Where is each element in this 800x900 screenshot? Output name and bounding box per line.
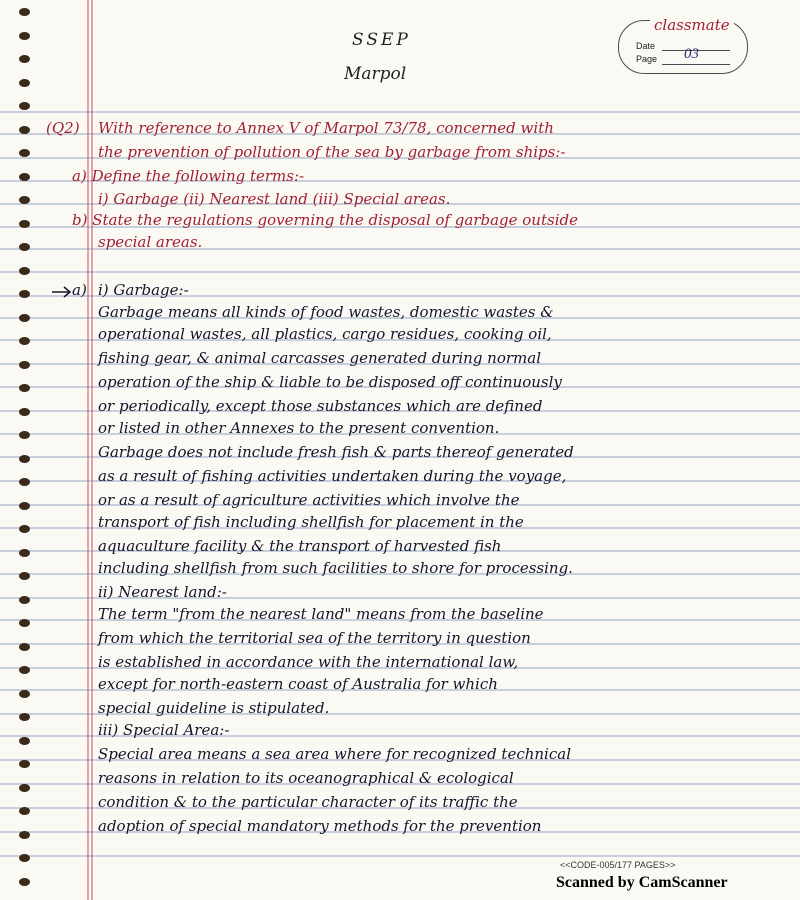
answer-line: special guideline is stipulated. bbox=[98, 699, 330, 717]
answer-line: i) Garbage:- bbox=[98, 281, 189, 299]
question-line: the prevention of pollution of the sea by garbage from ships:- bbox=[98, 143, 566, 161]
page-label: Page bbox=[636, 54, 658, 64]
punch-hole bbox=[19, 502, 30, 510]
punch-hole bbox=[19, 737, 30, 745]
answer-line: operational wastes, all plastics, cargo residues, cooking oil, bbox=[98, 325, 552, 343]
punch-hole bbox=[19, 361, 30, 369]
punch-hole bbox=[19, 314, 30, 322]
topic-title: Marpol bbox=[344, 64, 407, 84]
punch-hole bbox=[19, 760, 30, 768]
answer-line: including shellfish from such facilities to shore for processing. bbox=[98, 559, 573, 577]
punch-hole bbox=[19, 149, 30, 157]
answer-line: or periodically, except those substances which are defined bbox=[98, 397, 543, 415]
scanner-watermark: Scanned by CamScanner bbox=[556, 874, 728, 891]
punch-hole bbox=[19, 384, 30, 392]
punch-hole bbox=[19, 784, 30, 792]
punch-hole bbox=[19, 596, 30, 604]
punch-hole bbox=[19, 831, 30, 839]
punch-hole bbox=[19, 102, 30, 110]
answer-line: transport of fish including shellfish for placement in the bbox=[98, 513, 524, 531]
answer-line: Special area means a sea area where for recognized technical bbox=[98, 745, 571, 763]
answer-line: iii) Special Area:- bbox=[98, 721, 230, 739]
question-line: With reference to Annex V of Marpol 73/78, concerned with bbox=[98, 119, 554, 137]
answer-line: operation of the ship & liable to be disposed off continuously bbox=[98, 373, 562, 391]
page-underline bbox=[662, 64, 730, 65]
answer-line: fishing gear, & animal carcasses generated during normal bbox=[98, 349, 542, 367]
answer-line: is established in accordance with the international law, bbox=[98, 653, 519, 671]
punch-hole bbox=[19, 290, 30, 298]
punch-hole bbox=[19, 713, 30, 721]
answer-line: Garbage means all kinds of food wastes, domestic wastes & bbox=[98, 303, 554, 321]
answer-line: aquaculture facility & the transport of harvested fish bbox=[98, 537, 502, 555]
punch-hole bbox=[19, 173, 30, 181]
answer-line: condition & to the particular character of its traffic the bbox=[98, 793, 518, 811]
punch-hole bbox=[19, 525, 30, 533]
punch-hole bbox=[19, 878, 30, 886]
answer-line: as a result of fishing activities undertaken during the voyage, bbox=[98, 467, 567, 485]
question-number: (Q2) bbox=[46, 119, 80, 137]
answer-line: reasons in relation to its oceanographical & ecological bbox=[98, 769, 514, 787]
page-number: 03 bbox=[684, 46, 699, 62]
punch-hole bbox=[19, 666, 30, 674]
question-line: b) State the regulations governing the disposal of garbage outside bbox=[72, 211, 578, 229]
punch-hole bbox=[19, 431, 30, 439]
punch-hole bbox=[19, 196, 30, 204]
subject-title: SSEP bbox=[352, 30, 411, 50]
answer-line: or listed in other Annexes to the present convention. bbox=[98, 419, 500, 437]
punch-hole bbox=[19, 408, 30, 416]
punch-hole bbox=[19, 807, 30, 815]
punch-hole bbox=[19, 337, 30, 345]
punch-hole bbox=[19, 220, 30, 228]
answer-line: Garbage does not include fresh fish & parts thereof generated bbox=[98, 443, 574, 461]
answer-line: adoption of special mandatory methods for the prevention bbox=[98, 817, 542, 835]
answer-line: The term "from the nearest land" means from the baseline bbox=[98, 605, 544, 623]
question-line: a) Define the following terms:- bbox=[72, 167, 305, 185]
punch-hole bbox=[19, 643, 30, 651]
punch-hole bbox=[19, 549, 30, 557]
page-code: <<CODE-005/177 PAGES>> bbox=[560, 860, 676, 870]
question-line: i) Garbage (ii) Nearest land (iii) Special areas. bbox=[98, 190, 451, 208]
answer-marker: a) bbox=[72, 281, 87, 299]
punch-hole bbox=[19, 243, 30, 251]
question-line: special areas. bbox=[98, 233, 203, 251]
punch-hole bbox=[19, 32, 30, 40]
punch-hole bbox=[19, 572, 30, 580]
punch-hole bbox=[19, 267, 30, 275]
answer-line: or as a result of agriculture activities which involve the bbox=[98, 491, 520, 509]
answer-line: from which the territorial sea of the territory in question bbox=[98, 629, 531, 647]
answer-line: ii) Nearest land:- bbox=[98, 583, 227, 601]
answer-line: except for north-eastern coast of Australia for which bbox=[98, 675, 498, 693]
punch-hole bbox=[19, 79, 30, 87]
date-label: Date bbox=[636, 41, 656, 51]
punch-hole bbox=[19, 854, 30, 862]
punch-hole bbox=[19, 55, 30, 63]
punch-hole bbox=[19, 126, 30, 134]
punch-hole bbox=[19, 478, 30, 486]
brand-name: classmate bbox=[650, 16, 734, 34]
punch-hole bbox=[19, 8, 30, 16]
punch-hole bbox=[19, 690, 30, 698]
punch-hole bbox=[19, 455, 30, 463]
punch-hole bbox=[19, 619, 30, 627]
